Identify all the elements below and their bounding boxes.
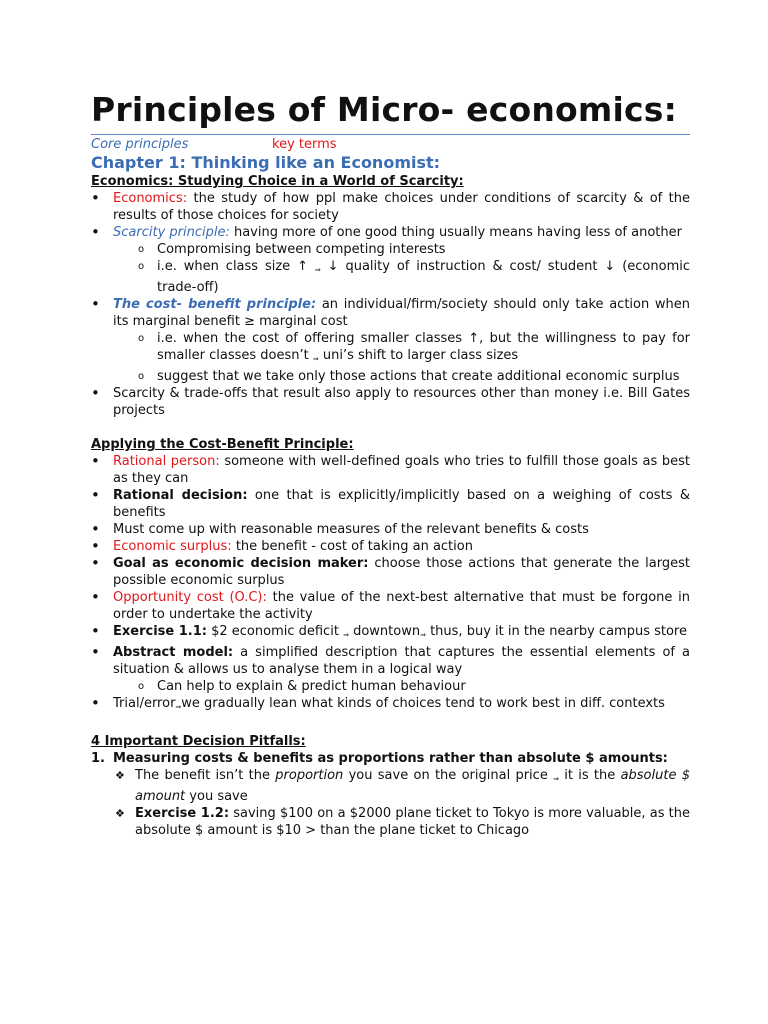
list-item: • Opportunity cost (O.C): the value of the next-best alternative that must be forgone in order to undertake the activity (91, 589, 690, 623)
list-item: • Scarcity & trade-offs that result also apply to resources other than money i.e. Bill Gates projects (91, 385, 690, 419)
section-heading-pitfalls: 4 Important Decision Pitfalls: (91, 734, 306, 749)
arrow-icon: ⇒ (343, 631, 349, 639)
sub-list (113, 330, 690, 385)
list-item: • The cost- benefit principle: an individual/firm/society should only take action when its marginal benefit ≥ marginal cost o i.e. when the cost of offering smaller classes ↑, but the willingness to pay for smaller classes doesn’t ⇒ uni’s shift to larger class sizes o suggest that we take only those actions that create additional economic surplus (91, 296, 690, 385)
legend-core-principles: Core principles (91, 137, 189, 152)
page-title: Principles of Micro- economics: (91, 90, 678, 129)
sub-list-item: o Compromising between competing interests (135, 241, 690, 258)
sub-list-item: o i.e. when the cost of offering smaller classes ↑, but the willingness to pay for smaller classes doesn’t ⇒ uni’s shift to larger class sizes (135, 330, 690, 368)
core-principle: The cost- benefit principle: (113, 297, 317, 312)
diamond-list-item: ❖ Exercise 1.2: saving $100 on a $2000 plane ticket to Tokyo is more valuable, as the absolute $ amount is $10 > than the plane ticket to Chicago (113, 805, 690, 839)
bold-term: Abstract model: (113, 645, 234, 660)
list-item: • Rational decision: one that is explicitly/implicitly based on a weighing of costs & benefits (91, 487, 690, 521)
sub-list-item: o suggest that we take only those actions that create additional economic surplus (135, 368, 690, 385)
diamond-list (113, 767, 690, 839)
pitfalls-list (91, 750, 690, 839)
sub-list-item: o i.e. when class size ↑ ⇒ ↓ quality of instruction & cost/ student ↓ (economic trade-off) (135, 258, 690, 296)
arrow-icon: ⇒ (312, 355, 319, 363)
legend-key-terms: key terms (272, 137, 337, 152)
bold-term: Exercise 1.2: (135, 806, 230, 821)
diamond-list-item: ❖ The benefit isn’t the proportion you save on the original price ⇒ it is the absolute $ amount you save (113, 767, 690, 805)
sub-list (113, 678, 690, 695)
item-number: 1. (91, 751, 105, 766)
bold-term: Goal as economic decision maker: (113, 556, 369, 571)
arrow-icon: ⇒ (314, 266, 321, 274)
section-heading-scarcity: Economics: Studying Choice in a World of Scarcity: (91, 174, 464, 189)
sub-list-item: o Can help to explain & predict human behaviour (135, 678, 690, 695)
sub-list (113, 241, 690, 296)
list-item: • Goal as economic decision maker: choose those actions that generate the largest possible economic surplus (91, 555, 690, 589)
list-item: • Rational person: someone with well-defined goals who tries to fulfill those goals as best as they can (91, 453, 690, 487)
scarcity-list (91, 190, 690, 419)
cost-benefit-list (91, 453, 690, 716)
list-item: • Trial/error⇒we gradually lean what kinds of choices tend to work best in diff. contexts (91, 695, 690, 716)
title-underline (91, 134, 690, 135)
arrow-icon: ⇒ (420, 631, 426, 639)
key-term: Rational person: (113, 454, 220, 469)
arrow-icon: ⇒ (175, 703, 182, 711)
core-principle: Scarcity principle: (113, 225, 230, 240)
bold-term: Rational decision: (113, 488, 248, 503)
legend (91, 137, 690, 153)
key-term: Economics: (113, 191, 188, 206)
list-item: • Abstract model: a simplified description that captures the essential elements of a situation & allows us to analyse them in a logical way o Can help to explain & predict human behaviour (91, 644, 690, 695)
list-item: • Must come up with reasonable measures of the relevant benefits & costs (91, 521, 690, 538)
list-item: • Economic surplus: the benefit - cost of taking an action (91, 538, 690, 555)
key-term: Opportunity cost (O.C): (113, 590, 267, 605)
numbered-item: 1. Measuring costs & benefits as proportions rather than absolute $ amounts: ❖ The benefit isn’t the proportion you save on the original price ⇒ it is the absolute $ amount you save ❖ Exercise 1.2: saving $100 on a $2000 plane ticket to Tokyo is more valuable, as the absolute $ amount is $10 > than the plane ticket to Chicago (91, 750, 690, 839)
list-item: • Exercise 1.1: $2 economic deficit ⇒ downtown⇒ thus, buy it in the nearby campus store (91, 623, 690, 644)
chapter-heading: Chapter 1: Thinking like an Economist: (91, 153, 441, 172)
list-item: • Scarcity principle: having more of one good thing usually means having less of another o Compromising between competing interests o i.e. when class size ↑ ⇒ ↓ quality of instruction & cost/ student ↓ (economic trade-off) (91, 224, 690, 296)
arrow-icon: ⇒ (553, 775, 559, 783)
section-heading-cost-benefit: Applying the Cost-Benefit Principle: (91, 437, 354, 452)
key-term: Economic surplus: (113, 539, 232, 554)
bold-term: Exercise 1.1: (113, 624, 207, 639)
list-item: • Economics: the study of how ppl make choices under conditions of scarcity & of the results of those choices for society (91, 190, 690, 224)
